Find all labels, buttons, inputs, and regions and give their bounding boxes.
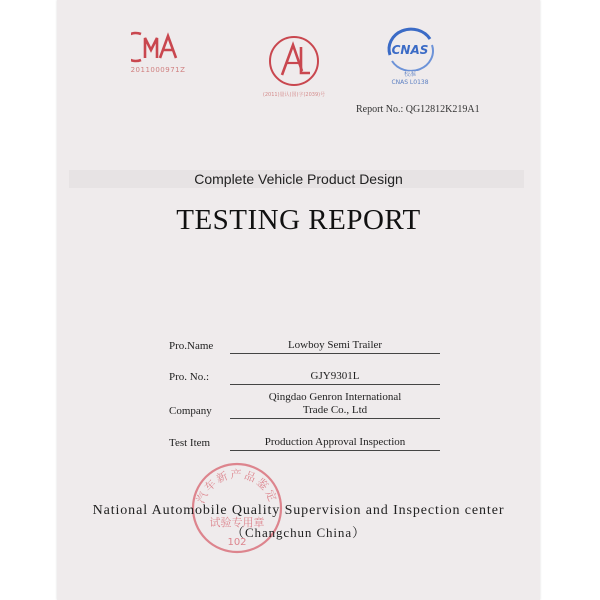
cnas-sub-cn: 校准: [403, 71, 416, 78]
cma-logo: [125, 30, 191, 74]
cnas-logo: [377, 25, 443, 87]
report-page: [57, 0, 540, 600]
report-number: [356, 104, 480, 115]
test-item-value: Production Approval Inspection: [230, 436, 440, 451]
company-value-line2: Trade Co., Ltd: [302, 404, 368, 416]
pro-name-label: Pro.Name: [169, 340, 214, 352]
issuer-name: National Automobile Quality Supervision and Inspection center: [92, 503, 505, 518]
report-number-value: QG12812K219A1: [405, 104, 480, 115]
report-number-label: Report No.:: [356, 104, 404, 115]
svg-text:汽车新产品鉴定: 汽车新产品鉴定: [194, 468, 280, 506]
test-item-label: Test Item: [169, 437, 211, 449]
cnas-code: CNAS L0138: [391, 79, 429, 86]
cma-number: 2011000971Z: [130, 66, 186, 74]
cma-seal-icon: [131, 30, 185, 64]
cal-seal-icon: [266, 33, 322, 89]
report-title: TESTING REPORT: [176, 204, 421, 236]
svg-text:试验专用章: 试验专用章: [209, 516, 265, 529]
cal-logo: [254, 33, 334, 98]
pro-no-value: GJY9301L: [230, 370, 440, 385]
svg-text:102: 102: [227, 537, 247, 548]
company-value-line1: Qingdao Genron International: [268, 391, 402, 403]
pro-no-label: Pro. No.:: [169, 371, 210, 383]
company-label: Company: [169, 405, 212, 417]
pro-name-value: Lowboy Semi Trailer: [230, 339, 440, 354]
cal-caption: (2011)量认(国)字(2039)号: [262, 92, 326, 98]
report-subtitle: Complete Vehicle Product Design: [194, 171, 403, 187]
svg-text:CNAS: CNAS: [391, 43, 429, 57]
issuer-location: （Changchun China）: [231, 525, 366, 540]
cnas-emblem-icon: [382, 25, 438, 71]
company-value: [230, 391, 440, 419]
